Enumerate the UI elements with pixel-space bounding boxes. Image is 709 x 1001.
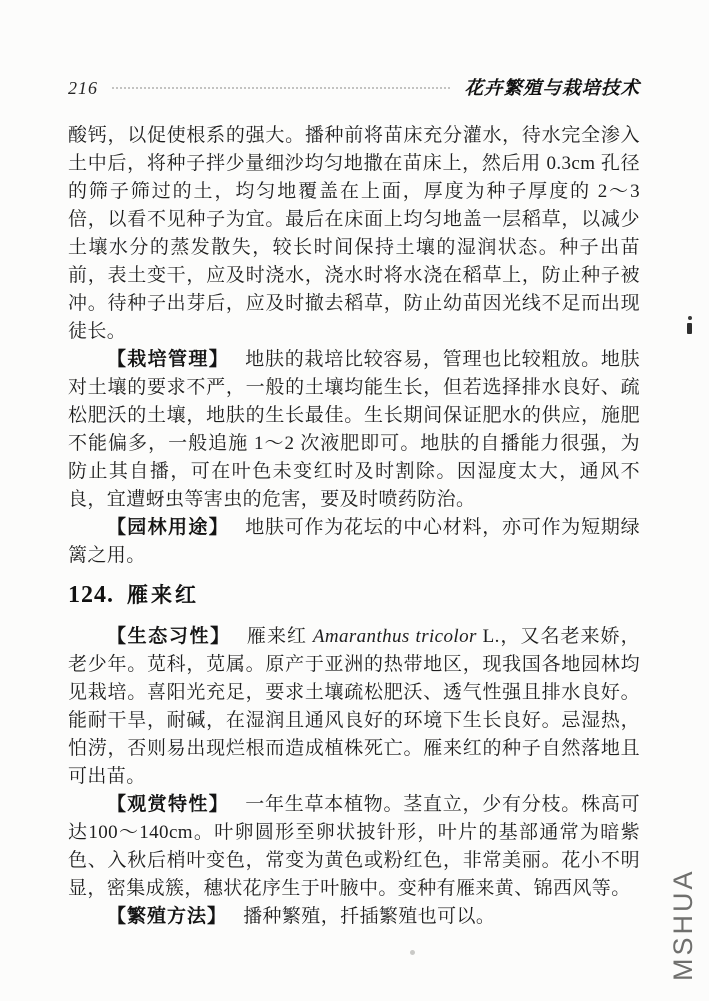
section-title: 雁来红 (127, 584, 199, 607)
paragraph-text: 地肤可作为花坛的中心材料，亦可作为短期绿篱之用。 (68, 517, 640, 566)
paragraph-text: 播种繁殖，扦插繁殖也可以。 (243, 906, 496, 927)
section-difu-paragraphs (68, 122, 640, 570)
paragraph-text: Amaranthus tricolor (312, 626, 477, 647)
paragraph-label: 【繁殖方法】 (106, 906, 227, 927)
watermark-text: MSHUA (668, 868, 698, 981)
section-yanlaihong-paragraphs (68, 623, 640, 931)
paragraph (68, 791, 640, 903)
paragraph-label: 【生态习性】 (106, 626, 231, 647)
paragraph (68, 514, 640, 570)
book-title: 花卉繁殖与栽培技术 (464, 77, 640, 98)
paragraph-text: 一年生草本植物。茎直立，少有分枝。株高可达100～140cm。叶卵圆形至卵状披针形，叶片的基部通常为暗紫色、入秋后梢叶变色，常变为黄色或粉红色，非常美丽。花小不明显，密集成簇，穗状花序生于叶腋中。变种有雁来黄、锦西风等。 (68, 794, 640, 899)
paragraph-text: 雁来红 (246, 626, 313, 647)
paragraph (68, 346, 640, 514)
paragraph-label: 【栽培管理】 (106, 349, 230, 370)
paragraph-label: 【观赏特性】 (106, 794, 230, 815)
page-header (68, 74, 640, 96)
paragraph (68, 903, 640, 931)
header-dotted-leader (112, 86, 450, 89)
scan-speck (410, 950, 415, 955)
section-number: 124. (68, 582, 114, 608)
paragraph-text: L.，又名老来娇，老少年。苋科，苋属。原产于亚洲的热带地区，现我国各地园林均见栽培。喜阳光充足，要求土壤疏松肥沃、透气性强且排水良好。能耐干旱，耐碱，在湿润且通风良好的环境下生长良好。忌湿热，怕涝，否则易出现烂根而造成植株死亡。雁来红的种子自然落地且可出苗。 (68, 626, 640, 787)
paragraph (68, 623, 640, 791)
paragraph (68, 122, 640, 346)
scan-speck (687, 323, 692, 334)
paragraph-text: 酸钙，以促使根系的强大。播种前将苗床充分灌水，待水完全渗入土中后，将种子拌少量细沙均匀地撒在苗床上，然后用 0.3cm 孔径的筛子筛过的土，均匀地覆盖在上面，厚度为种子厚度的 2～3 倍，以看不见种子为宜。最后在床面上均匀地盖一层稻草，以减少土壤水分的蒸发散失，较长时间保持土壤的湿润状态。种子出苗前，表土变干，应及时浇水，浇水时将水浇在稻草上，防止种子被冲。待种子出芽后，应及时撤去稻草，防止幼苗因光线不足而出现徒长。 (68, 125, 640, 342)
paragraph-label: 【园林用途】 (106, 517, 230, 538)
paragraph-text: 地肤的栽培比较容易，管理也比较粗放。地肤对土壤的要求不严，一般的土壤均能生长，但若选择排水良好、疏松肥沃的土壤，地肤的生长最佳。生长期间保证肥水的供应，施肥不能偏多，一般追施 1～2 次液肥即可。地肤的自播能力很强，为防止其自播，可在叶色未变红时及时割除。因湿度太大，通风不良，宜遭蚜虫等害虫的危害，要及时喷药防治。 (68, 349, 640, 510)
section-heading (68, 579, 640, 612)
scan-speck (688, 316, 692, 320)
page-number: 216 (68, 78, 98, 98)
